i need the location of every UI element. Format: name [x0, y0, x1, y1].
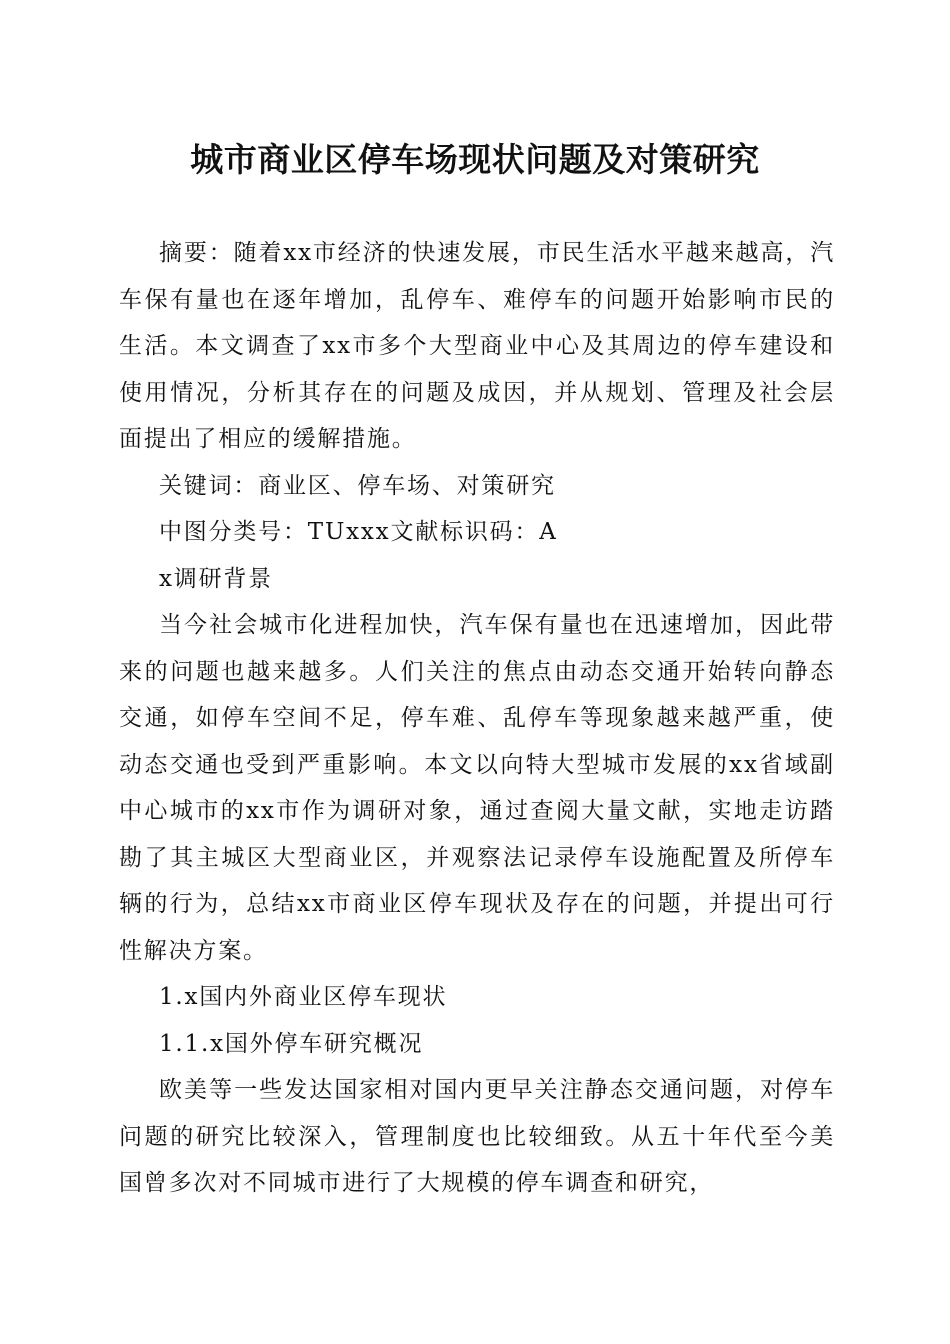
keywords-line: 关键词：商业区、停车场、对策研究: [159, 472, 556, 499]
document-title: 城市商业区停车场现状问题及对策研究: [190, 140, 760, 179]
background-paragraph: 当今社会城市化进程加快，汽车保有量也在迅速增加，因此带来的问题也越来越多。人们关注的焦点由动态交通开始转向静态交通，如停车空间不足，停车难、乱停车等现象越来越严重，使动态交通也受到严重影响。本文以向特大型城市发展的xx省域副中心城市的xx市作为调研对象，通过查阅大量文献，实地走访踏勘了其主城区大型商业区，并观察法记录停车设施配置及所停车辆的行为，总结xx市商业区停车现状及存在的问题，并提出可行性解决方案。: [119, 612, 835, 964]
section-heading-background: x调研背景: [159, 565, 273, 592]
document-body: [119, 230, 835, 1207]
section-heading-parking-status: 1.x国内外商业区停车现状: [159, 984, 448, 1010]
foreign-research-paragraph: 欧美等一些发达国家相对国内更早关注静态交通问题，对停车问题的研究比较深入，管理制度也比较细致。从五十年代至今美国曾多次对不同城市进行了大规模的停车调查和研究，: [119, 1077, 835, 1196]
abstract-paragraph: 摘要：随着xx市经济的快速发展，市民生活水平越来越高，汽车保有量也在逐年增加，乱停车、难停车的问题开始影响市民的生活。本文调查了xx市多个大型商业中心及其周边的停车建设和使用情况，分析其存在的问题及成因，并从规划、管理及社会层面提出了相应的缓解措施。: [119, 240, 835, 452]
classification-line: 中图分类号：TUxxx文献标识码：A: [159, 519, 558, 545]
subsection-heading-foreign-research: 1.1.x国外停车研究概况: [159, 1030, 424, 1057]
